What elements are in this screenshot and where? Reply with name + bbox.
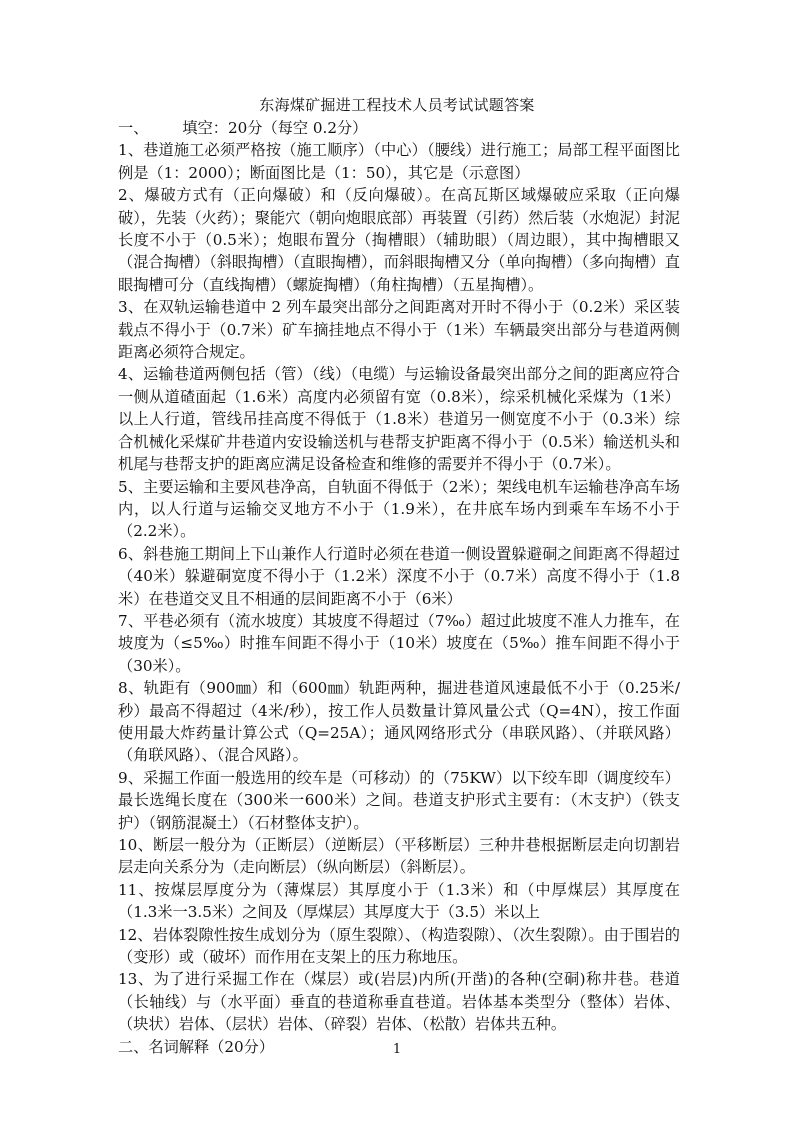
question-11: 11、按煤层厚度分为（薄煤层）其厚度小于（1.3米）和（中厚煤层）其厚度在（1.3米一3.5米）之间及（厚煤层）其厚度大于（3.5）米以上 bbox=[118, 880, 680, 922]
document-title: 东海煤矿掘进工程技术人员考试试题答案 bbox=[259, 96, 535, 114]
question-12: 12、岩体裂隙性按生成划分为（原生裂隙）、（构造裂隙）、（次生裂隙）。由于围岩的（变形）或（破坏）而作用在支架上的压力称地压。 bbox=[118, 925, 680, 967]
question-2: 2、爆破方式有（正向爆破）和（反向爆破）。在高瓦斯区域爆破应采取（正向爆破），先装（火药）；聚能穴（朝向炮眼底部）再装置（引药）然后装（水炮泥）封泥长度不小于（0.5米）；炮眼布置分（掏槽眼）（辅助眼）（周边眼），其中掏槽眼又（混合掏槽）（斜眼掏槽）（直眼掏槽），而斜眼掏槽又分（单向掏槽）（多向掏槽）直眼掏槽可分（直线掏槽）（螺旋掏槽）（角柱掏槽）（五星掏槽）。 bbox=[118, 186, 680, 294]
question-3: 3、在双轨运输巷道中 2 列车最突出部分之间距离对开时不得小于（0.2米）采区装载点不得小于（0.7米）矿车摘挂地点不得小于（1米）车辆最突出部分与巷道两侧距离必须符合规定。 bbox=[118, 298, 680, 362]
section-one-heading bbox=[118, 117, 680, 139]
page-number: 1 bbox=[392, 1042, 402, 1057]
document-body bbox=[118, 117, 680, 1058]
question-8: 8、轨距有（900㎜）和（600㎜）轨距两种，掘进巷道风速最低不小于（0.25米/秒）最高不得超过（4米/秒），按工作人员数量计算风量公式（Q=4N），按工作面使用最大炸药量计算公式（Q=25A）；通风网络形式分（串联风路）、（并联风路）（角联风路）、（混合风路）。 bbox=[118, 679, 680, 765]
section-one-number: 一、 bbox=[118, 119, 149, 137]
question-7: 7、平巷必须有（流水坡度）其坡度不得超过（7‰）超过此坡度不准人力推车，在坡度为（≤5‰）时推车间距不得小于（10米）坡度在（5‰）推车间距不得小于（30米）。 bbox=[118, 611, 680, 675]
question-6: 6、斜巷施工期间上下山兼作人行道时必须在巷道一侧设置躲避硐之间距离不得超过（40米）躲避硐宽度不得小于（1.2米）深度不小于（0.7米）高度不得小于（1.8米）在巷道交叉且不相通的层间距离不小于（6米） bbox=[118, 544, 680, 608]
question-10: 10、断层一般分为（正断层）（逆断层）（平移断层）三种井巷根据断层走向切割岩层走向关系分为（走向断层）（纵向断层）（斜断层）。 bbox=[118, 836, 680, 877]
question-1: 1、巷道施工必须严格按（施工顺序）（中心）（腰线）进行施工；局部工程平面图比例是（1：2000）；断面图比是（1：50），其它是（示意图） bbox=[118, 141, 680, 182]
section-two-heading: 二、名词解释（20分） bbox=[118, 1037, 275, 1056]
question-9: 9、采掘工作面一般选用的绞车是（可移动）的（75KW）以下绞车即（调度绞车）最长选绳长度在（300米一600米）之间。巷道支护形式主要有：（木支护）（铁支护）（钢筋混凝土）（石材整体支护）。 bbox=[118, 768, 680, 832]
question-13: 13、为了进行采掘工作在（煤层）或(岩层)内所(开凿)的各种(空硐)称井巷。巷道（长轴线）与（水平面）垂直的巷道称垂直巷道。岩体基本类型分（整体）岩体、（块状）岩体、（层状）岩体、（碎裂）岩体、（松散）岩体共五种。 bbox=[118, 970, 680, 1034]
question-4: 4、运输巷道两侧包括（管）（线）（电缆）与运输设备最突出部分之间的距离应符合一侧从道碴面起（1.6米）高度内必须留有宽（0.8米），综采机械化采煤为（1米）以上人行道，管线吊挂高度不得低于（1.8米）巷道另一侧宽度不小于（0.3米）综合机械化采煤矿井巷道内安设输送机与巷帮支护距离不得小于（0.5米）输送机头和机尾与巷帮支护的距离应满足设备检查和维修的需要并不得小于（0.7米）。 bbox=[118, 365, 680, 474]
section-one-heading-text: 填空：20分（每空 0.2分） bbox=[182, 119, 368, 137]
question-5: 5、主要运输和主要风巷净高，自轨面不得低于（2米）；架线电机车运输巷净高车场内，以人行道与运输交叉地方不小于（1.9米），在井底车场内到乘车车场不小于（2.2米）。 bbox=[118, 477, 680, 541]
